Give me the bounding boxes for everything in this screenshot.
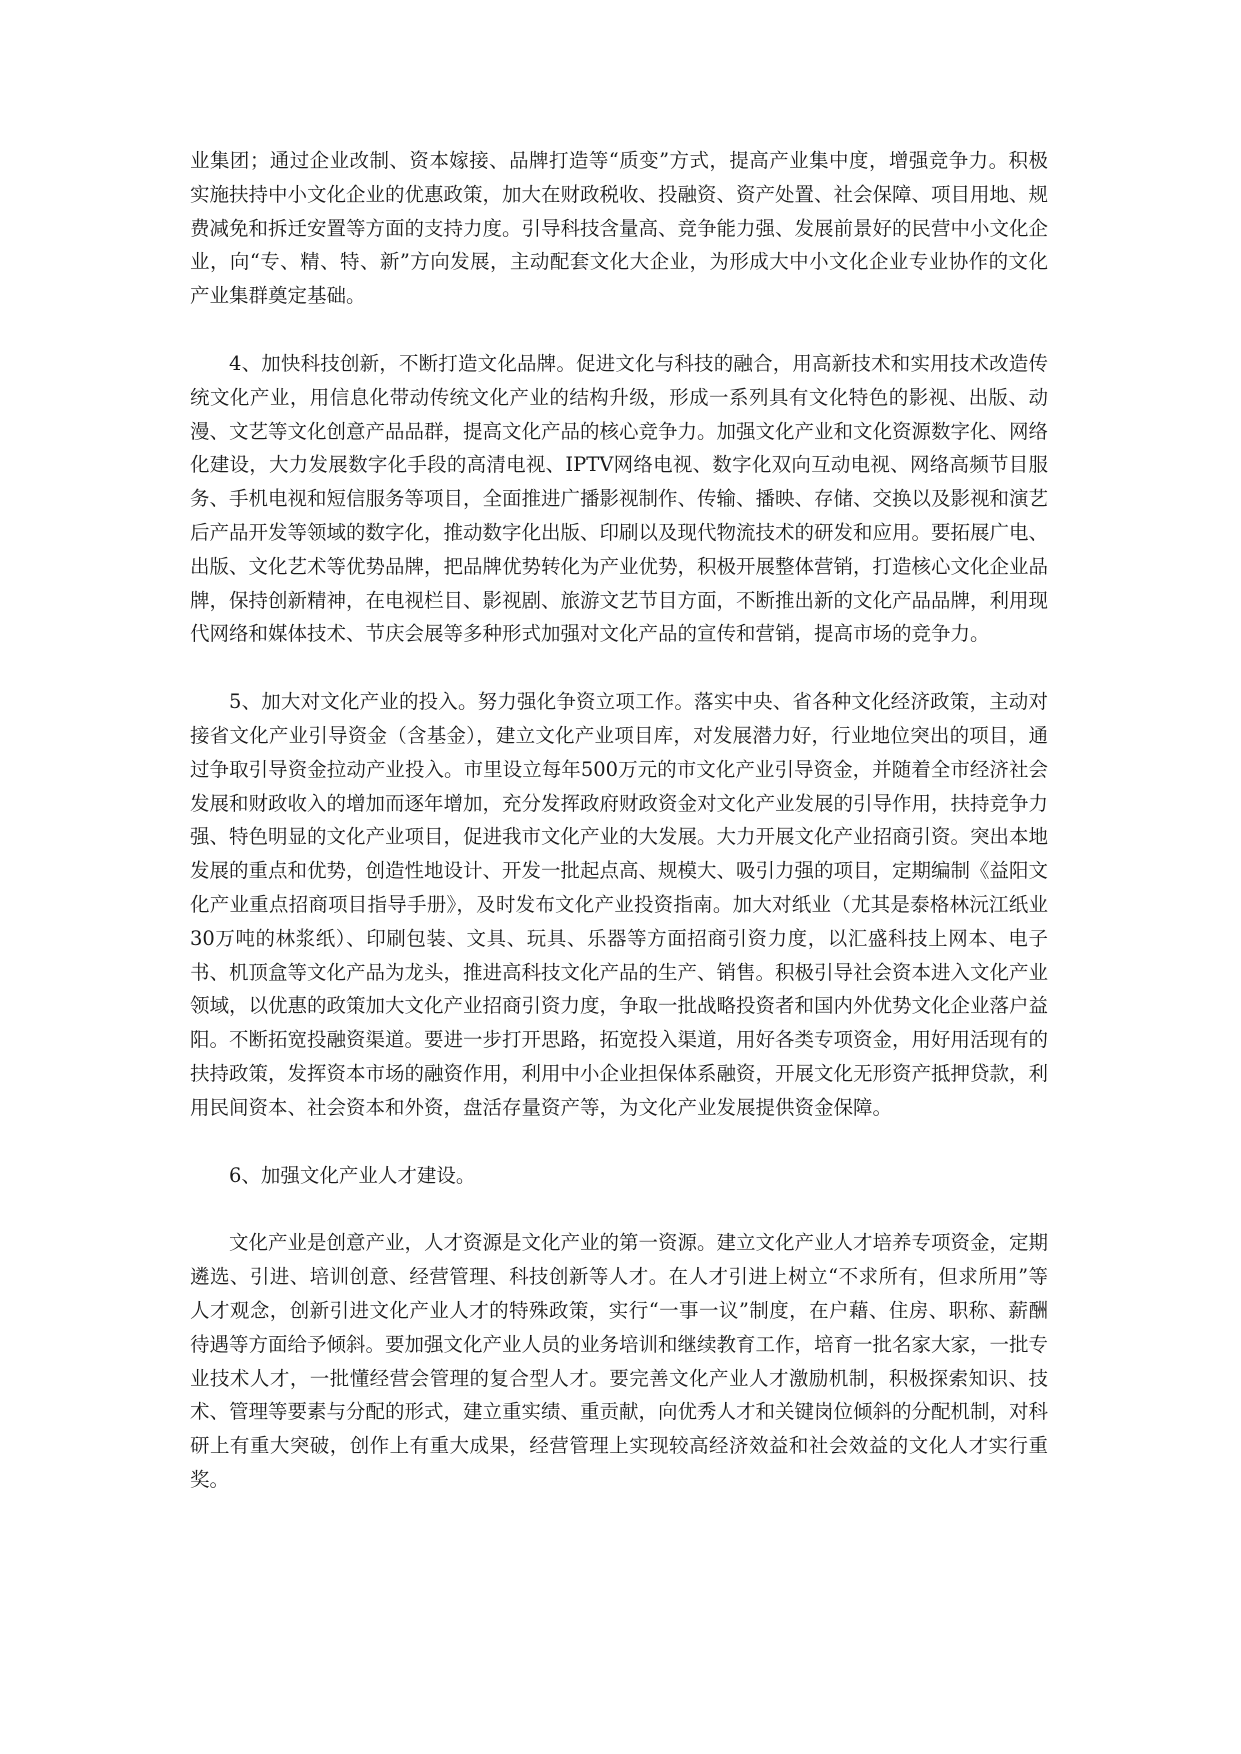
paragraph-item-4: 4、加快科技创新，不断打造文化品牌。促进文化与科技的融合，用高新技术和实用技术改造传统文化产业，用信息化带动传统文化产业的结构升级，形成一系列具有文化特色的影视、出版、动漫、文艺等文化创意产品品群，提高文化产品的核心竞争力。加强文化产业和文化资源数字化、网络化建设，大力发展数字化手段的高清电视、IPTV网络电视、数字化双向互动电视、网络高频节目服务、手机电视和短信服务等项目，全面推进广播影视制作、传输、播映、存储、交换以及影视和演艺后产品开发等领域的数字化，推动数字化出版、印刷以及现代物流技术的研发和应用。要拓展广电、出版、文化艺术等优势品牌，把品牌优势转化为产业优势，积极开展整体营销，打造核心文化企业品牌，保持创新精神，在电视栏目、影视剧、旅游文艺节目方面，不断推出新的文化产品品牌，利用现代网络和媒体技术、节庆会展等多种形式加强对文化产品的宣传和营销，提高市场的竞争力。 <box>190 351 1049 646</box>
document-body <box>190 144 1048 1531</box>
paragraph-talent: 文化产业是创意产业，人才资源是文化产业的第一资源。建立文化产业人才培养专项资金，定期遴选、引进、培训创意、经营管理、科技创新等人才。在人才引进上树立“不求所有，但求所用”等人才观念，创新引进文化产业人才的特殊政策，实行“一事一议”制度，在户藉、住房、职称、薪酬待遇等方面给予倾斜。要加强文化产业人员的业务培训和继续教育工作，培育一批名家大家，一批专业技术人才，一批懂经营会管理的复合型人才。要完善文化产业人才激励机制，积极探索知识、技术、管理等要素与分配的形式，建立重实绩、重贡献，向优秀人才和关键岗位倾斜的分配机制，对科研上有重大突破，创作上有重大成果，经营管理上实现较高经济效益和社会效益的文化人才实行重奖。 <box>190 1231 1049 1491</box>
paragraph-item-5: 5、加大对文化产业的投入。努力强化争资立项工作。落实中央、省各种文化经济政策，主动对接省文化产业引导资金（含基金），建立文化产业项目库，对发展潜力好，行业地位突出的项目，通过争取引导资金拉动产业投入。市里设立每年500万元的市文化产业引导资金，并随着全市经济社会发展和财政收入的增加而逐年增加，充分发挥政府财政资金对文化产业发展的引导作用，扶持竞争力强、特色明显的文化产业项目，促进我市文化产业的大发展。大力开展文化产业招商引资。突出本地发展的重点和优势，创造性地设计、开发一批起点高、规模大、吸引力强的项目，定期编制《益阳文化产业重点招商项目指导手册》，及时发布文化产业投资指南。加大对纸业（尤其是泰格林沅江纸业30万吨的林浆纸）、印刷包装、文具、玩具、乐器等方面招商引资力度，以汇盛科技上网本、电子书、机顶盒等文化产品为龙头，推进高科技文化产品的生产、销售。积极引导社会资本进入文化产业领域，以优惠的政策加大文化产业招商引资力度，争取一批战略投资者和国内外优势文化企业落户益阳。不断拓宽投融资渠道。要进一步打开思路，拓宽投入渠道，用好各类专项资金，用好用活现有的扶持政策，发挥资本市场的融资作用，利用中小企业担保体系融资，开展文化无形资产抵押贷款，利用民间资本、社会资本和外资，盘活存量资产等，为文化产业发展提供资金保障。 <box>190 690 1049 1119</box>
paragraph-continuation: 业集团；通过企业改制、资本嫁接、品牌打造等“质变”方式，提高产业集中度，增强竞争力。积极实施扶持中小文化企业的优惠政策，加大在财政税收、投融资、资产处置、社会保障、项目用地、规费减免和拆迁安置等方面的支持力度。引导科技含量高、竞争能力强、发展前景好的民营中小文化企业，向“专、精、特、新”方向发展，主动配套文化大企业，为形成大中小文化企业专业协作的文化产业集群奠定基础。 <box>190 149 1049 308</box>
paragraph-item-6-heading: 6、加强文化产业人才建设。 <box>229 1163 476 1187</box>
